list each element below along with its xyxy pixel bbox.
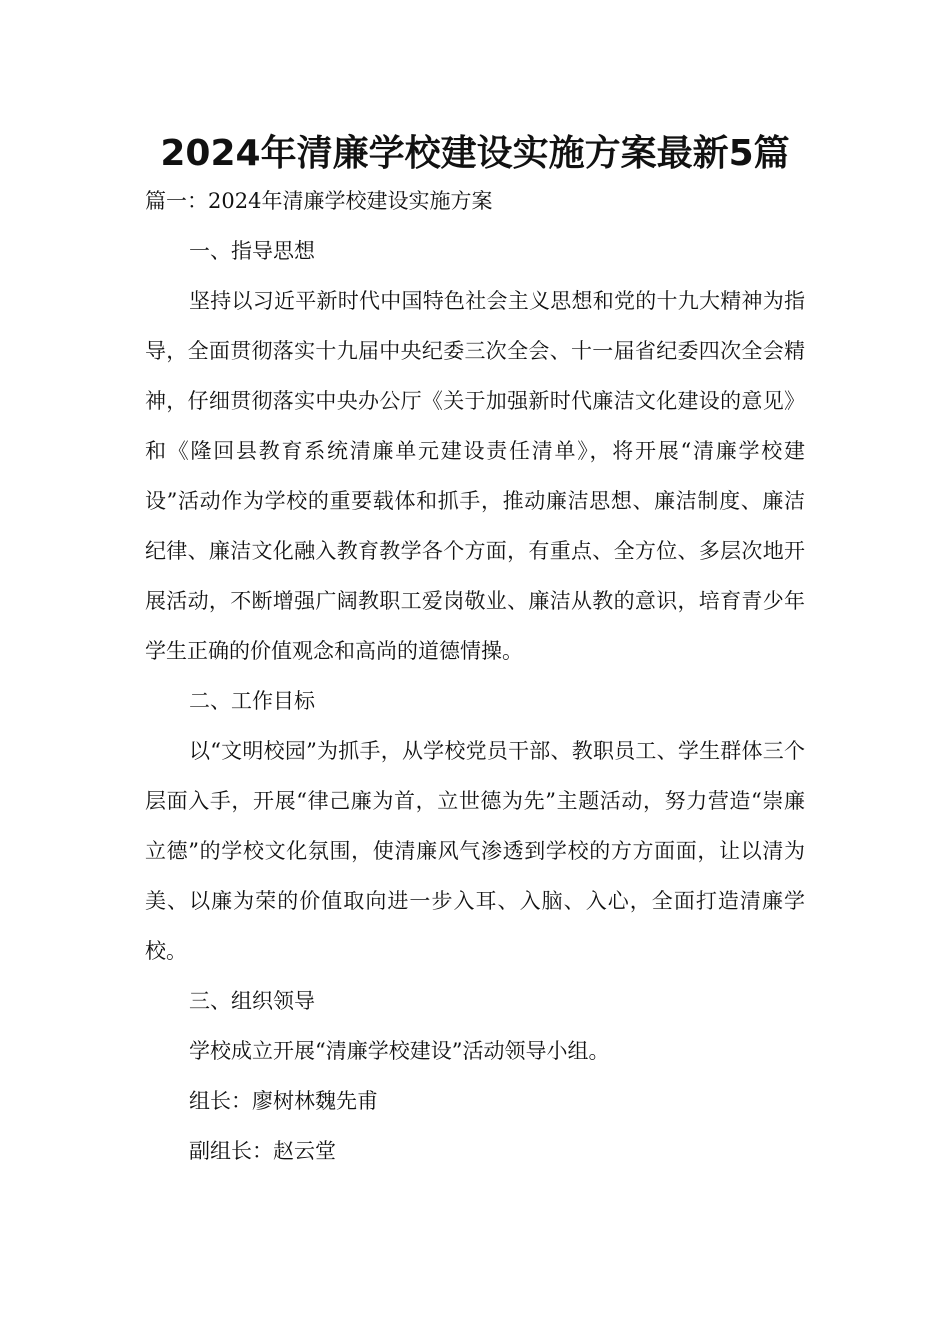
section-work-goals: [145, 676, 805, 976]
deputy-leader-line: 副组长：赵云堂: [189, 1139, 336, 1163]
section-heading: 一、指导思想: [189, 239, 315, 263]
section-heading: 二、工作目标: [189, 689, 315, 713]
section-guiding-thought: [145, 226, 805, 676]
section-heading: 三、组织领导: [189, 989, 315, 1013]
group-leader-line: 组长：廖树林魏先甫: [189, 1089, 378, 1113]
section-organization-leadership: [145, 976, 805, 1176]
section-paragraph: 以“文明校园”为抓手，从学校党员干部、教职员工、学生群体三个层面入手，开展“律己廉为首，立世德为先”主题活动，努力营造“崇廉立德”的学校文化氛围，使清廉风气渗透到学校的方方面面，让以清为美、以廉为荣的价值取向进一步入耳、入脑、入心，全面打造清廉学校。: [145, 739, 805, 963]
document-subtitle: 篇一：2024年清廉学校建设实施方案: [145, 189, 493, 213]
document-title: 2024年清廉学校建设实施方案最新5篇: [160, 133, 790, 174]
section-paragraph: 坚持以习近平新时代中国特色社会主义思想和党的十九大精神为指导，全面贯彻落实十九届中央纪委三次全会、十一届省纪委四次全会精神，仔细贯彻落实中央办公厅《关于加强新时代廉洁文化建设的意见》和《隆回县教育系统清廉单元建设责任清单》，将开展“清廉学校建设”活动作为学校的重要载体和抓手，推动廉洁思想、廉洁制度、廉洁纪律、廉洁文化融入教育教学各个方面，有重点、全方位、多层次地开展活动，不断增强广阔教职工爱岗敬业、廉洁从教的意识，培育青少年学生正确的价值观念和高尚的道德情操。: [145, 289, 805, 663]
leadership-group-line: 学校成立开展“清廉学校建设”活动领导小组。: [189, 1039, 610, 1063]
document-page: [145, 128, 805, 1176]
